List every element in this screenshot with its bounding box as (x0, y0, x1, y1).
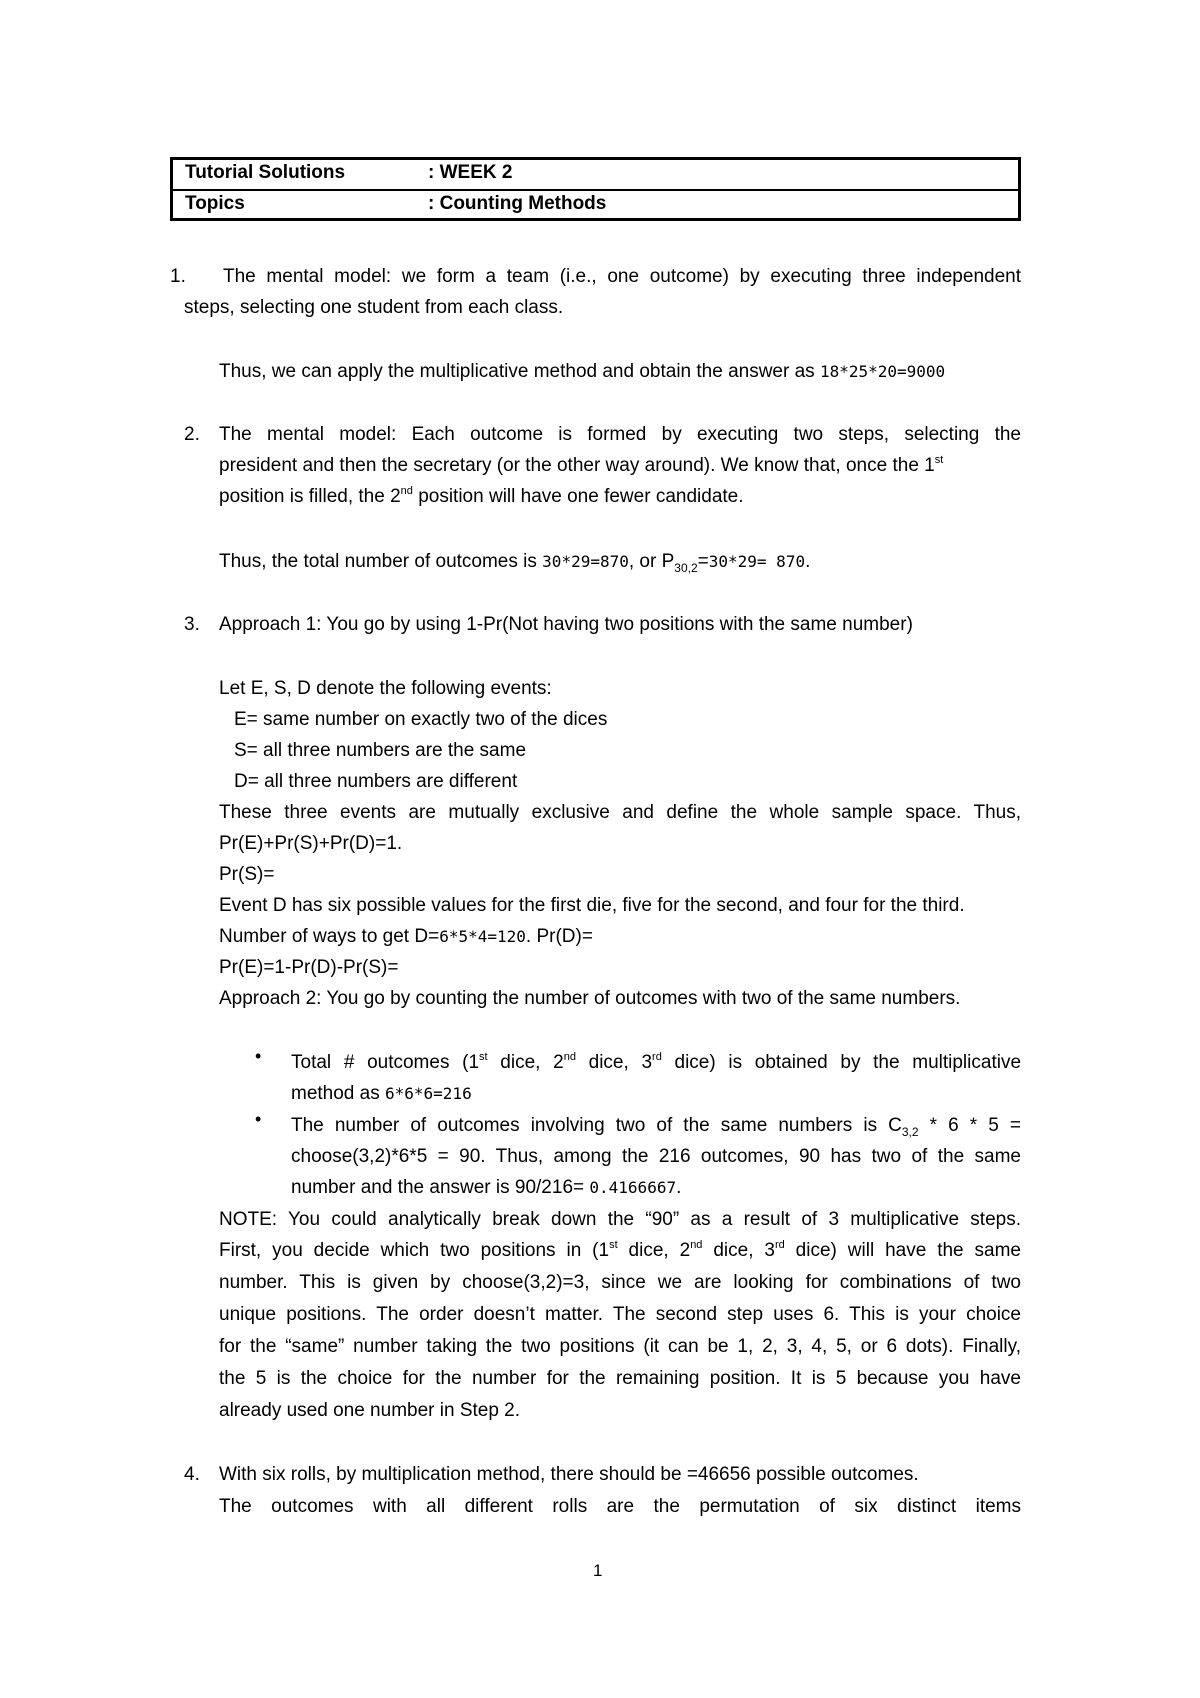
q3-e-def: E= same number on exactly two of the dices (234, 709, 608, 730)
q3-let: Let E, S, D denote the following events: (219, 678, 552, 699)
note-line1: NOTE: You could analytically break down the “90” as a result of 3 multiplicative steps. (219, 1209, 1021, 1230)
q4-number: 4. (184, 1464, 200, 1485)
note-line5: for the “same” number taking the two positions (it can be 1, 2, 3, 4, 5, or 6 dots). Finally, (219, 1336, 1021, 1357)
q2-line3: position is filled, the 2nd position will have one fewer candidate. (219, 484, 744, 507)
header-label-topics: Topics (185, 193, 245, 214)
bullet-dot-1: • (255, 1046, 262, 1066)
note-line7: already used one number in Step 2. (219, 1400, 521, 1421)
q3-mutual: These three events are mutually exclusive and define the whole sample space. Thus, (219, 802, 1021, 823)
bullet2-line2: choose(3,2)*6*5 = 90. Thus, among the 216 outcomes, 90 has two of the same (291, 1146, 1021, 1167)
q1-line3: Thus, we can apply the multiplicative method and obtain the answer as 18*25*20=9000 (219, 361, 946, 382)
q2-number: 2. (184, 424, 200, 445)
q3-d-def: D= all three numbers are different (234, 771, 518, 792)
q3-ways-d: Number of ways to get D=6*5*4=120. Pr(D)= (219, 926, 593, 947)
header-value-topic: : Counting Methods (428, 193, 607, 214)
note-line6: the 5 is the choice for the number for the remaining position. It is 5 because you have (219, 1368, 1021, 1389)
q1-number: 1. (170, 266, 186, 287)
note-line4: unique positions. The order doesn’t matter. The second step uses 6. This is your choice (219, 1304, 1021, 1325)
bullet1-line1: Total # outcomes (1st dice, 2nd dice, 3rd dice) is obtained by the multiplicative (291, 1050, 1022, 1073)
q3-sum: Pr(E)+Pr(S)+Pr(D)=1. (219, 833, 403, 854)
bullet2-line1: The number of outcomes involving two of the same numbers is $C_{3,2} * 6 * 5$ = (291, 1115, 1021, 1139)
bullet2-line3: number and the answer is 90/216= 0.4166667. (291, 1177, 682, 1198)
q1-formula: 18*25*20=9000 (819, 362, 946, 381)
q2-line2: president and then the secretary (or the other way around). We know that, once the 1st (219, 453, 944, 476)
bullet1-line2: method as 6*6*6=216 (291, 1083, 472, 1104)
q2-line1: The mental model: Each outcome is formed by executing two steps, selecting the (219, 424, 1021, 445)
q3-event-d: Event D has six possible values for the first die, five for the second, and four for the third. (219, 895, 965, 916)
bullet-dot-2: • (255, 1109, 262, 1129)
q4-line2: The outcomes with all different rolls are the permutation of six distinct items (219, 1496, 1021, 1517)
header-label-tutorial: Tutorial Solutions (185, 162, 346, 183)
q3-approach2: Approach 2: You go by counting the number of outcomes with two of the same numbers. (219, 988, 961, 1009)
q3-pr-s: Pr(S)= (219, 864, 275, 885)
q3-approach1: Approach 1: You go by using 1-Pr(Not having two positions with the same number) (219, 614, 913, 635)
q3-number: 3. (184, 614, 200, 635)
header-table (170, 157, 1021, 221)
q4-line1: With six rolls, by multiplication method, there should be =46656 possible outcomes. (219, 1464, 919, 1485)
document-page: Tutorial Solutions : WEEK 2 Topics : Counting Methods 1. The mental model: we form a team (i.e., one outcome) by executing three independent steps, selecting one student from each class. Thus, we can apply the multiplicative method and obtain the answer as 18*25*20=9000 2. The mental model: Each outcome is formed by executing two steps, selecting the president and then the secretary (or the other way around). We know that, once the 1st position is filled, the 2nd position will have one fewer candidate. Thus, the total number of outcomes is 30*29=870, or $P_{30,2}=30*29= 870$. 3. Approach 1: You go by using 1-Pr(Not having two positions with the same number) Let E, S, D denote the following events: E= same number on exactly two of the dices S= all three numbers are the same D= all three numbers are different These three events are mutually exclusive and define the whole sample space. Thus, Pr(E)+Pr(S)+Pr(D)=1. Pr(S)= Event D has six possible values for the first die, five for the second, and four for the third. Number of ways to get D=6*5*4=120. Pr(D)= Pr(E)=1-Pr(D)-Pr(S)= Approach 2: You go by counting the number of outcomes with two of the same numbers. • Total # outcomes (1st dice, 2nd dice, 3rd dice) is obtained by the multiplicative method as 6*6*6=216 • The number of outcomes involving two of the same numbers is $C_{3,2} * 6 * 5$ = choose(3,2)*6*5 = 90. Thus, among the 216 outcomes, 90 has two of the same number and the answer is 90/216= 0.4166667. NOTE: You could analytically break down the “90” as a result of 3 multiplicative steps. First, you decide which two positions in (1st dice, 2nd dice, 3rd dice) will have the same number. This is given by choose(3,2)=3, since we are looking for combinations of two unique positions. The order doesn’t matter. The second step uses 6. This is your choice for the “same” number taking the two positions (it can be 1, 2, 3, 4, 5, or 6 dots). Finally, the 5 is the choice for the number for the remaining position. It is 5 because you have already used one number in Step 2. 4. With six rolls, by multiplication method, there should be =46656 possible outcomes. The outcomes with all different rolls are the permutation of six distinct items 1 (0, 0, 1200, 1698)
q3-pr-e: Pr(E)=1-Pr(D)-Pr(S)= (219, 957, 399, 978)
header-divider (173, 189, 1018, 191)
q1-line2: steps, selecting one student from each class. (184, 297, 564, 318)
page-number: 1 (593, 1561, 603, 1580)
note-line2: First, you decide which two positions in (1st dice, 2nd dice, 3rd dice) will have the same (219, 1238, 1021, 1261)
q3-s-def: S= all three numbers are the same (234, 740, 527, 761)
header-value-week: : WEEK 2 (428, 162, 513, 183)
note-line3: number. This is given by choose(3,2)=3, since we are looking for combinations of two (219, 1272, 1021, 1293)
q2-line4: Thus, the total number of outcomes is 30*29=870, or $P_{30,2}=30*29= 870$. (219, 551, 811, 575)
